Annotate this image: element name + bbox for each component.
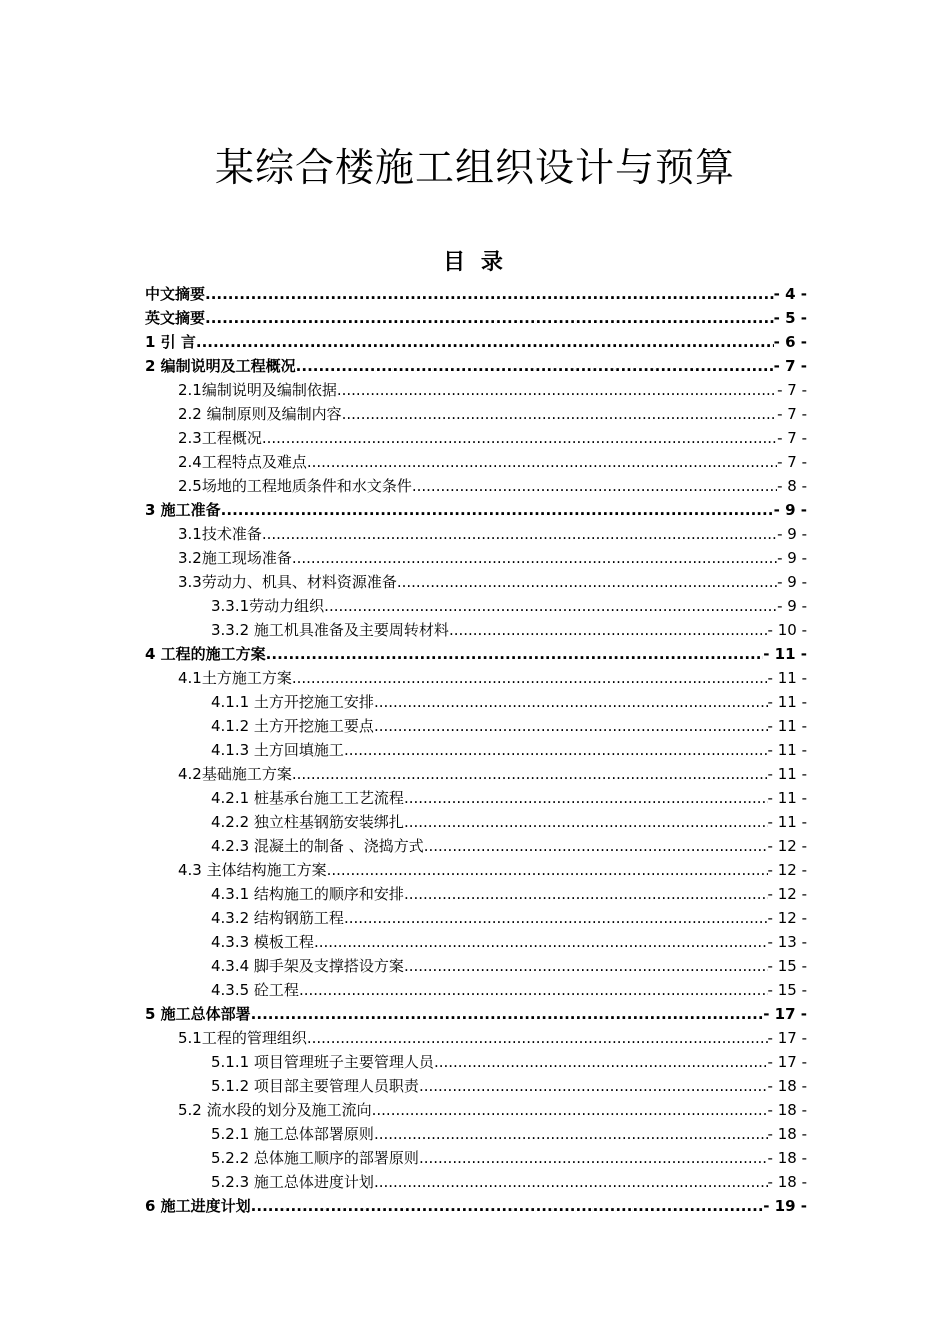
toc-entry-page: - 9 -: [777, 549, 807, 567]
toc-leader-dots: [307, 452, 777, 472]
toc-entry-page: - 18 -: [767, 1077, 807, 1095]
toc-entry-page: - 11 -: [767, 717, 807, 735]
table-of-contents: [145, 280, 807, 1216]
toc-leader-dots: [337, 380, 777, 400]
toc-entry-title: 4.1.1 土方开挖施工安排: [211, 693, 374, 711]
toc-entry-title: 4.3 主体结构施工方案: [178, 861, 327, 879]
toc-leader-dots: [292, 668, 768, 688]
toc-entry-title: 英文摘要: [145, 309, 206, 327]
toc-entry[interactable]: [145, 808, 807, 832]
document-title: 某综合楼施工组织设计与预算: [214, 146, 735, 192]
toc-entry[interactable]: [145, 688, 807, 712]
toc-entry-page: - 13 -: [767, 933, 807, 951]
toc-entry-title: 3.3.2 施工机具准备及主要周转材料: [211, 621, 449, 639]
toc-entry-title: 5.2.2 总体施工顺序的部署原则: [211, 1149, 419, 1167]
toc-entry[interactable]: [145, 520, 807, 544]
toc-entry[interactable]: [145, 568, 807, 592]
toc-entry-title: 4.2.2 独立柱基钢筋安装绑扎: [211, 813, 404, 831]
toc-entry-title: 4.2.3 混凝土的制备 、浇捣方式: [211, 837, 424, 855]
toc-entry[interactable]: [145, 760, 807, 784]
toc-entry[interactable]: [145, 976, 807, 1000]
toc-entry[interactable]: [145, 616, 807, 640]
toc-entry[interactable]: [145, 472, 807, 496]
toc-entry-page: - 11 -: [763, 645, 807, 663]
toc-entry-page: - 18 -: [767, 1101, 807, 1119]
toc-entry-page: - 18 -: [767, 1125, 807, 1143]
toc-leader-dots: [251, 1004, 764, 1024]
toc-entry-page: - 12 -: [767, 909, 807, 927]
toc-entry-page: - 17 -: [767, 1029, 807, 1047]
toc-entry[interactable]: [145, 400, 807, 424]
toc-leader-dots: [251, 1196, 764, 1216]
toc-leader-dots: [397, 572, 777, 592]
toc-entry-page: - 7 -: [777, 453, 807, 471]
toc-leader-dots: [292, 764, 768, 784]
toc-entry-page: - 9 -: [777, 525, 807, 543]
toc-entry-title: 5 施工总体部署: [145, 1005, 251, 1023]
toc-entry-page: - 12 -: [767, 885, 807, 903]
toc-leader-dots: [404, 956, 768, 976]
toc-entry-title: 6 施工进度计划: [145, 1197, 251, 1215]
toc-leader-dots: [221, 500, 774, 520]
toc-entry[interactable]: [145, 1144, 807, 1168]
toc-entry-title: 1 引 言: [145, 333, 196, 351]
toc-leader-dots: [307, 1028, 768, 1048]
toc-entry-title: 5.1工程的管理组织: [178, 1029, 307, 1047]
toc-entry[interactable]: [145, 280, 807, 304]
toc-entry[interactable]: [145, 448, 807, 472]
toc-entry-page: - 9 -: [777, 597, 807, 615]
toc-entry-title: 4.2基础施工方案: [178, 765, 292, 783]
toc-entry-page: - 9 -: [773, 501, 807, 519]
toc-leader-dots: [404, 884, 768, 904]
toc-entry-page: - 11 -: [767, 741, 807, 759]
toc-entry[interactable]: [145, 376, 807, 400]
toc-entry-page: - 11 -: [767, 813, 807, 831]
toc-entry-page: - 4 -: [773, 285, 807, 303]
toc-leader-dots: [344, 908, 768, 928]
toc-leader-dots: [372, 1100, 768, 1120]
toc-entry-title: 4.3.3 模板工程: [211, 933, 314, 951]
toc-leader-dots: [374, 1124, 768, 1144]
toc-entry-title: 2.5场地的工程地质条件和水文条件: [178, 477, 412, 495]
toc-entry-page: - 9 -: [777, 573, 807, 591]
toc-leader-dots: [327, 860, 768, 880]
toc-entry-title: 3.1技术准备: [178, 525, 262, 543]
toc-entry-title: 4.2.1 桩基承台施工工艺流程: [211, 789, 404, 807]
toc-entry-title: 5.2.3 施工总体进度计划: [211, 1173, 374, 1191]
toc-entry-title: 3.2施工现场准备: [178, 549, 292, 567]
toc-leader-dots: [342, 404, 777, 424]
toc-entry[interactable]: [145, 784, 807, 808]
toc-entry-page: - 5 -: [773, 309, 807, 327]
toc-entry-title: 3.3.1劳动力组织: [211, 597, 325, 615]
toc-leader-dots: [296, 356, 774, 376]
toc-entry-title: 4.3.2 结构钢筋工程: [211, 909, 344, 927]
toc-leader-dots: [374, 716, 768, 736]
toc-entry-page: - 7 -: [773, 357, 807, 375]
toc-entry[interactable]: [145, 1168, 807, 1192]
toc-entry-title: 4.3.5 砼工程: [211, 981, 299, 999]
toc-entry-title: 3 施工准备: [145, 501, 221, 519]
toc-entry[interactable]: [145, 544, 807, 568]
toc-entry[interactable]: [145, 1048, 807, 1072]
toc-entry-page: - 15 -: [767, 957, 807, 975]
toc-entry-page: - 8 -: [777, 477, 807, 495]
toc-entry-title: 4.1.3 土方回填施工: [211, 741, 344, 759]
toc-entry-page: - 19 -: [763, 1197, 807, 1215]
toc-entry[interactable]: [145, 712, 807, 736]
toc-entry[interactable]: [145, 880, 807, 904]
toc-entry-title: 4.1.2 土方开挖施工要点: [211, 717, 374, 735]
toc-entry-page: - 12 -: [767, 861, 807, 879]
toc-entry-page: - 15 -: [767, 981, 807, 999]
toc-entry-title: 2.1编制说明及编制依据: [178, 381, 337, 399]
toc-leader-dots: [404, 812, 768, 832]
toc-leader-dots: [299, 980, 768, 1000]
toc-leader-dots: [374, 692, 768, 712]
toc-entry-title: 4 工程的施工方案: [145, 645, 266, 663]
toc-leader-dots: [434, 1052, 768, 1072]
toc-entry-title: 3.3劳动力、机具、材料资源准备: [178, 573, 397, 591]
toc-leader-dots: [205, 284, 774, 304]
toc-entry-title: 5.1.1 项目管理班子主要管理人员: [211, 1053, 434, 1071]
toc-entry-title: 4.3.4 脚手架及支撑搭设方案: [211, 957, 404, 975]
toc-leader-dots: [314, 932, 768, 952]
toc-entry[interactable]: [145, 928, 807, 952]
toc-entry[interactable]: [145, 1072, 807, 1096]
toc-entry[interactable]: [145, 832, 807, 856]
toc-entry-page: - 7 -: [777, 429, 807, 447]
toc-entry-page: - 17 -: [763, 1005, 807, 1023]
toc-entry[interactable]: [145, 592, 807, 616]
toc-leader-dots: [374, 1172, 768, 1192]
toc-entry[interactable]: [145, 328, 807, 352]
toc-entry-title: 2 编制说明及工程概况: [145, 357, 296, 375]
toc-entry[interactable]: [145, 664, 807, 688]
toc-entry[interactable]: [145, 304, 807, 328]
toc-entry[interactable]: [145, 736, 807, 760]
toc-entry-title: 2.3工程概况: [178, 429, 262, 447]
toc-leader-dots: [292, 548, 777, 568]
toc-entry-page: - 11 -: [767, 669, 807, 687]
toc-entry-page: - 10 -: [767, 621, 807, 639]
toc-entry-page: - 7 -: [777, 405, 807, 423]
toc-entry[interactable]: [145, 1120, 807, 1144]
toc-entry-title: 中文摘要: [145, 285, 206, 303]
toc-entry-page: - 11 -: [767, 765, 807, 783]
toc-entry-title: 2.2 编制原则及编制内容: [178, 405, 342, 423]
toc-entry-title: 2.4工程特点及难点: [178, 453, 307, 471]
toc-entry[interactable]: [145, 1024, 807, 1048]
toc-entry-page: - 18 -: [767, 1173, 807, 1191]
toc-leader-dots: [412, 476, 777, 496]
toc-leader-dots: [424, 836, 768, 856]
toc-leader-dots: [324, 596, 777, 616]
toc-leader-dots: [344, 740, 768, 760]
toc-entry[interactable]: [145, 952, 807, 976]
toc-leader-dots: [419, 1148, 768, 1168]
toc-entry-page: - 12 -: [767, 837, 807, 855]
toc-entry-page: - 7 -: [777, 381, 807, 399]
toc-leader-dots: [266, 644, 764, 664]
toc-heading: 目 录: [443, 250, 507, 275]
toc-entry-page: - 18 -: [767, 1149, 807, 1167]
toc-entry[interactable]: [145, 496, 807, 520]
toc-entry-page: - 6 -: [773, 333, 807, 351]
toc-entry[interactable]: [145, 424, 807, 448]
toc-entry-title: 4.3.1 结构施工的顺序和安排: [211, 885, 404, 903]
toc-entry[interactable]: [145, 904, 807, 928]
toc-entry-page: - 17 -: [767, 1053, 807, 1071]
toc-entry[interactable]: [145, 352, 807, 376]
toc-leader-dots: [419, 1076, 768, 1096]
toc-entry[interactable]: [145, 640, 807, 664]
toc-entry-page: - 11 -: [767, 693, 807, 711]
toc-leader-dots: [262, 428, 777, 448]
toc-entry[interactable]: [145, 1192, 807, 1216]
toc-entry-title: 5.2.1 施工总体部署原则: [211, 1125, 374, 1143]
toc-entry-title: 5.1.2 项目部主要管理人员职责: [211, 1077, 419, 1095]
toc-entry-title: 5.2 流水段的划分及施工流向: [178, 1101, 372, 1119]
toc-entry[interactable]: [145, 1000, 807, 1024]
toc-entry[interactable]: [145, 1096, 807, 1120]
toc-leader-dots: [262, 524, 777, 544]
toc-entry-title: 4.1土方施工方案: [178, 669, 292, 687]
toc-leader-dots: [404, 788, 768, 808]
toc-entry-page: - 11 -: [767, 789, 807, 807]
toc-entry[interactable]: [145, 856, 807, 880]
toc-leader-dots: [196, 332, 774, 352]
toc-leader-dots: [205, 308, 774, 328]
toc-leader-dots: [449, 620, 768, 640]
